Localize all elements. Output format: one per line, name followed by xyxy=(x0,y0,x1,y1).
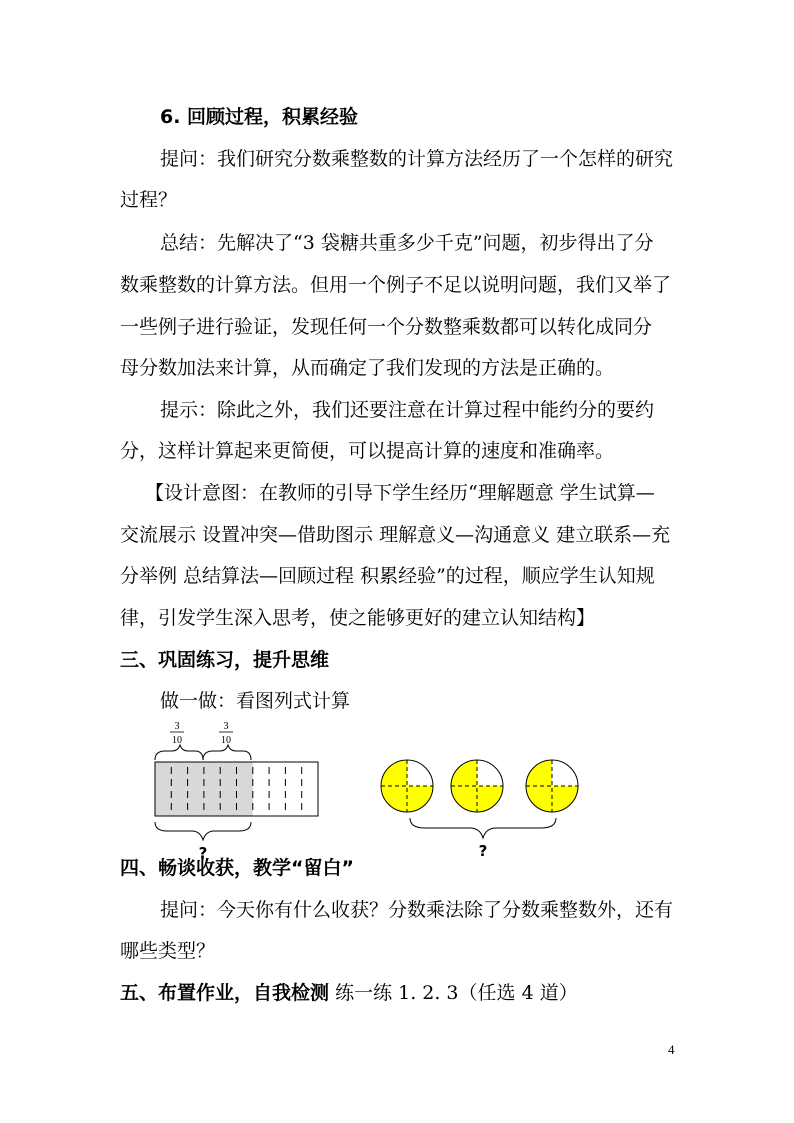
section-5-line xyxy=(120,981,578,1005)
fraction-numerator-2: 3 xyxy=(223,721,229,732)
question-line-1: 提问：我们研究分数乘整数的计算方法经历了一个怎样的研究 xyxy=(160,148,674,170)
section-6-heading: 6. 回顾过程，积累经验 xyxy=(160,106,359,128)
page-number: 4 xyxy=(668,1042,675,1057)
question-line-2: 过程？ xyxy=(120,189,178,211)
circles xyxy=(381,760,578,812)
top-brace-2 xyxy=(203,745,251,760)
design-intent-line-1: 【设计意图：在教师的引导下学生经历“理解题意 学生试算— xyxy=(145,482,655,504)
summary-line-3: 一些例子进行验证，发现任何一个分数整乘数都可以转化成同分 xyxy=(120,316,653,338)
practice-task: 做一做：看图列式计算 xyxy=(160,690,351,712)
bottom-brace-circles xyxy=(410,818,556,838)
top-brace-1 xyxy=(155,745,203,760)
section-4-question-line-1: 提问：今天你有什么收获？分数乘法除了分数乘整数外，还有 xyxy=(160,899,674,921)
summary-line-2: 数乘整数的计算方法。但用一个例子不足以说明问题，我们又举了 xyxy=(120,274,672,296)
circles-question-mark: ? xyxy=(478,842,488,860)
design-intent-line-3: 分举例 总结算法—回顾过程 积累经验”的过程，顺应学生认知规 xyxy=(120,565,655,587)
circles-diagram xyxy=(381,760,578,860)
fraction-denominator-1: 10 xyxy=(172,735,182,746)
section-4-question-line-2: 哪些类型？ xyxy=(120,940,216,962)
bar-question-mark: ? xyxy=(198,844,208,862)
section-5-heading: 五、布置作业，自我检测 xyxy=(120,982,330,1004)
hint-line-1: 提示：除此之外，我们还要注意在计算过程中能约分的要约 xyxy=(160,399,655,421)
homework-text: 练一练 1. 2. 3（任选 4 道） xyxy=(335,982,578,1004)
fraction-numerator-1: 3 xyxy=(174,721,180,732)
fraction-bar-diagram xyxy=(155,721,318,862)
hint-line-2: 分，这样计算起来更简便，可以提高计算的速度和准确率。 xyxy=(120,440,615,462)
summary-line-4: 母分数加法来计算，从而确定了我们发现的方法是正确的。 xyxy=(120,357,615,379)
bottom-brace-bar xyxy=(155,822,251,840)
section-4-heading: 四、畅谈收获，教学“留白” xyxy=(120,857,354,879)
fraction-bar xyxy=(155,762,318,816)
design-intent-line-4: 律，引发学生深入思考，使之能够更好的建立认知结构】 xyxy=(120,607,596,629)
summary-line-1: 总结：先解决了“3 袋糖共重多少千克”问题，初步得出了分 xyxy=(160,232,654,254)
design-intent-line-2: 交流展示 设置冲突—借助图示 理解意义—沟通意义 建立联系—充 xyxy=(120,524,671,546)
fraction-denominator-2: 10 xyxy=(221,735,231,746)
section-3-heading: 三、巩固练习，提升思维 xyxy=(120,649,330,671)
